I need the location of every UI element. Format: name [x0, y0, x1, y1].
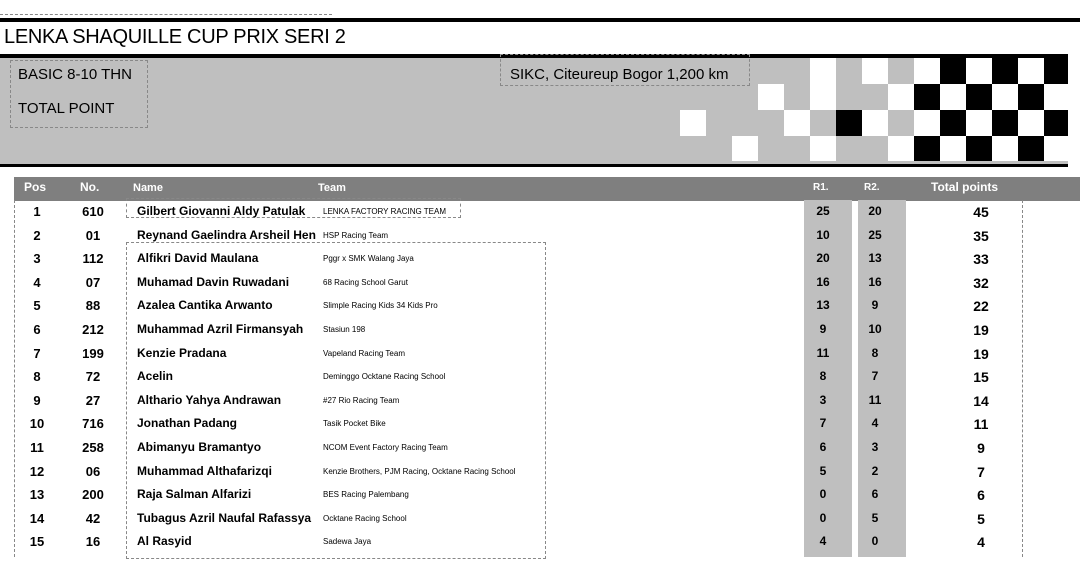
cell-no: 01: [85, 227, 101, 243]
cell-pos: 10: [29, 416, 45, 432]
cell-no: 112: [82, 251, 104, 267]
top-rule: [0, 18, 1080, 22]
cell-pos: 12: [29, 463, 45, 479]
cell-team: BES Racing Palembang: [323, 490, 409, 500]
cell-pos: 15: [29, 534, 45, 550]
table-row: [0, 271, 1080, 294]
cell-r2: 4: [871, 416, 879, 431]
cell-r2: 7: [871, 369, 879, 384]
cell-pos: 14: [29, 510, 45, 526]
table-row: [0, 200, 1080, 223]
cell-r2: 13: [868, 251, 882, 266]
cell-pos: 3: [33, 251, 41, 267]
cell-pos: 9: [33, 392, 41, 408]
cell-team: Stasiun 198: [323, 325, 366, 334]
cell-total: 4: [977, 534, 985, 551]
cell-no: 72: [85, 369, 101, 385]
cell-r1: 6: [819, 440, 827, 454]
cell-no: 199: [82, 345, 104, 361]
header-pos: Pos: [24, 180, 47, 194]
cell-no: 258: [82, 440, 104, 455]
cell-r1: 20: [816, 251, 830, 266]
cell-team: Pggr x SMK Walang Jaya: [323, 254, 414, 264]
cell-r1: 0: [819, 487, 827, 502]
cell-r1: 25: [816, 204, 830, 218]
cell-total: 45: [973, 204, 989, 220]
table-row: [0, 483, 1080, 506]
cell-name: Althario Yahya Andrawan: [137, 392, 282, 407]
cell-name: Abimanyu Bramantyo: [137, 440, 262, 454]
cell-team: HSP Racing Team: [323, 230, 389, 240]
cell-no: 42: [85, 510, 101, 526]
table-row: [0, 294, 1080, 317]
cell-total: 35: [973, 227, 989, 244]
table-row: [0, 365, 1080, 388]
cell-total: 5: [977, 510, 985, 527]
cell-team: NCOM Event Factory Racing Team: [323, 443, 448, 452]
cell-total: 7: [977, 463, 985, 480]
cell-no: 88: [85, 298, 101, 314]
cell-r1: 9: [819, 322, 827, 336]
cell-r2: 0: [871, 534, 879, 549]
cell-no: 200: [82, 487, 104, 503]
cell-no: 06: [85, 463, 101, 479]
cell-name: Kenzie Pradana: [137, 345, 227, 360]
cell-r1: 10: [816, 227, 830, 242]
cell-r1: 5: [819, 463, 827, 478]
table-row: [0, 460, 1080, 483]
cell-name: Azalea Cantika Arwanto: [137, 298, 273, 313]
cell-total: 14: [973, 392, 989, 409]
cell-no: 16: [85, 534, 101, 550]
cell-r1: 11: [816, 345, 830, 360]
cell-no: 07: [85, 274, 101, 290]
table-row: [0, 224, 1080, 247]
cell-r1: 13: [816, 298, 830, 313]
cell-pos: 8: [33, 369, 41, 385]
cell-name: Muhammad Althafarizqi: [137, 463, 272, 478]
cell-pos: 6: [33, 322, 41, 337]
cell-name: Alfikri David Maulana: [137, 251, 259, 266]
cell-r2: 5: [871, 510, 879, 525]
cell-team: #27 Rio Racing Team: [323, 395, 400, 405]
cell-team: LENKA FACTORY RACING TEAM: [323, 207, 446, 216]
cell-r2: 10: [868, 322, 882, 336]
header-name: Name: [133, 182, 163, 194]
cell-r1: 0: [819, 510, 827, 525]
cell-r2: 20: [868, 204, 882, 218]
cell-pos: 7: [33, 345, 41, 361]
cell-pos: 5: [33, 298, 41, 314]
cell-r2: 9: [871, 298, 879, 313]
table-row: [0, 507, 1080, 530]
cell-r2: 16: [868, 274, 882, 289]
cell-no: 212: [82, 322, 104, 337]
guide-box: [10, 60, 148, 128]
header-total: Total points: [931, 180, 999, 194]
cell-total: 19: [973, 345, 989, 362]
table-row: [0, 389, 1080, 412]
cell-total: 33: [973, 251, 989, 268]
event-class: BASIC 8-10 THN: [18, 66, 132, 83]
cell-r2: 11: [868, 392, 882, 407]
header-r2: R2.: [864, 182, 880, 193]
cell-pos: 4: [33, 274, 41, 290]
cell-r2: 2: [871, 463, 879, 478]
cell-r1: 8: [819, 369, 827, 384]
cell-team: Tasik Pocket Bike: [323, 419, 386, 429]
cell-name: Al Rasyid: [137, 534, 192, 549]
cell-team: Sadewa Jaya: [323, 537, 372, 547]
cell-team: Slimple Racing Kids 34 Kids Pro: [323, 301, 438, 311]
event-title: LENKA SHAQUILLE CUP PRIX SERI 2: [4, 26, 346, 48]
cell-name: Acelin: [137, 369, 174, 384]
cell-total: 6: [977, 487, 985, 504]
cell-no: 27: [85, 392, 101, 408]
cell-pos: 11: [30, 440, 44, 455]
header-no: No.: [80, 180, 100, 194]
cell-name: Jonathan Padang: [137, 416, 238, 431]
cell-no: 716: [82, 416, 104, 432]
event-category: TOTAL POINT: [18, 100, 115, 117]
cell-name: Raja Salman Alfarizi: [137, 487, 252, 502]
cell-total: 32: [973, 274, 989, 291]
cell-r1: 4: [819, 534, 827, 549]
cell-no: 610: [82, 204, 104, 219]
cell-team: Ocktane Racing School: [323, 513, 407, 523]
cell-name: Muhamad Davin Ruwadani: [137, 274, 290, 289]
cell-total: 11: [973, 416, 989, 433]
cell-pos: 1: [33, 204, 41, 219]
cell-r2: 6: [871, 487, 879, 502]
table-row: [0, 342, 1080, 365]
cell-r2: 3: [871, 440, 879, 454]
cell-pos: 2: [33, 227, 41, 243]
cell-team: 68 Racing School Garut: [323, 277, 408, 287]
cell-name: Tubagus Azril Naufal Rafassya: [137, 510, 312, 525]
cell-team: Vapeland Racing Team: [323, 348, 405, 358]
cell-team: Deminggo Ocktane Racing School: [323, 372, 446, 382]
cell-total: 15: [973, 369, 989, 386]
cell-name: Gilbert Giovanni Aldy Patulak: [137, 204, 306, 218]
header-r1: R1.: [813, 182, 829, 193]
cell-r2: 25: [868, 227, 882, 242]
cell-r1: 7: [819, 416, 827, 431]
table-row: [0, 318, 1080, 341]
table-row: [0, 247, 1080, 270]
table-row: [0, 412, 1080, 435]
event-venue: SIKC, Citeureup Bogor 1,200 km: [510, 66, 729, 83]
cell-total: 19: [973, 322, 989, 338]
cell-team: Kenzie Brothers, PJM Racing, Ocktane Racing School: [323, 466, 516, 476]
cell-r1: 16: [816, 274, 830, 289]
cell-r2: 8: [871, 345, 879, 360]
cell-name: Reynand Gaelindra Arsheil Hen: [137, 227, 316, 242]
checkered-flag-pattern: [680, 58, 1068, 161]
cell-name: Muhammad Azril Firmansyah: [137, 322, 304, 336]
header-team: Team: [318, 182, 346, 194]
cell-total: 22: [973, 298, 989, 315]
cell-total: 9: [977, 440, 985, 456]
table-row: [0, 436, 1080, 459]
info-band: [0, 54, 1068, 167]
cell-pos: 13: [29, 487, 45, 503]
table-row: [0, 530, 1080, 553]
guide-line: [0, 14, 332, 15]
cell-r1: 3: [819, 392, 827, 407]
